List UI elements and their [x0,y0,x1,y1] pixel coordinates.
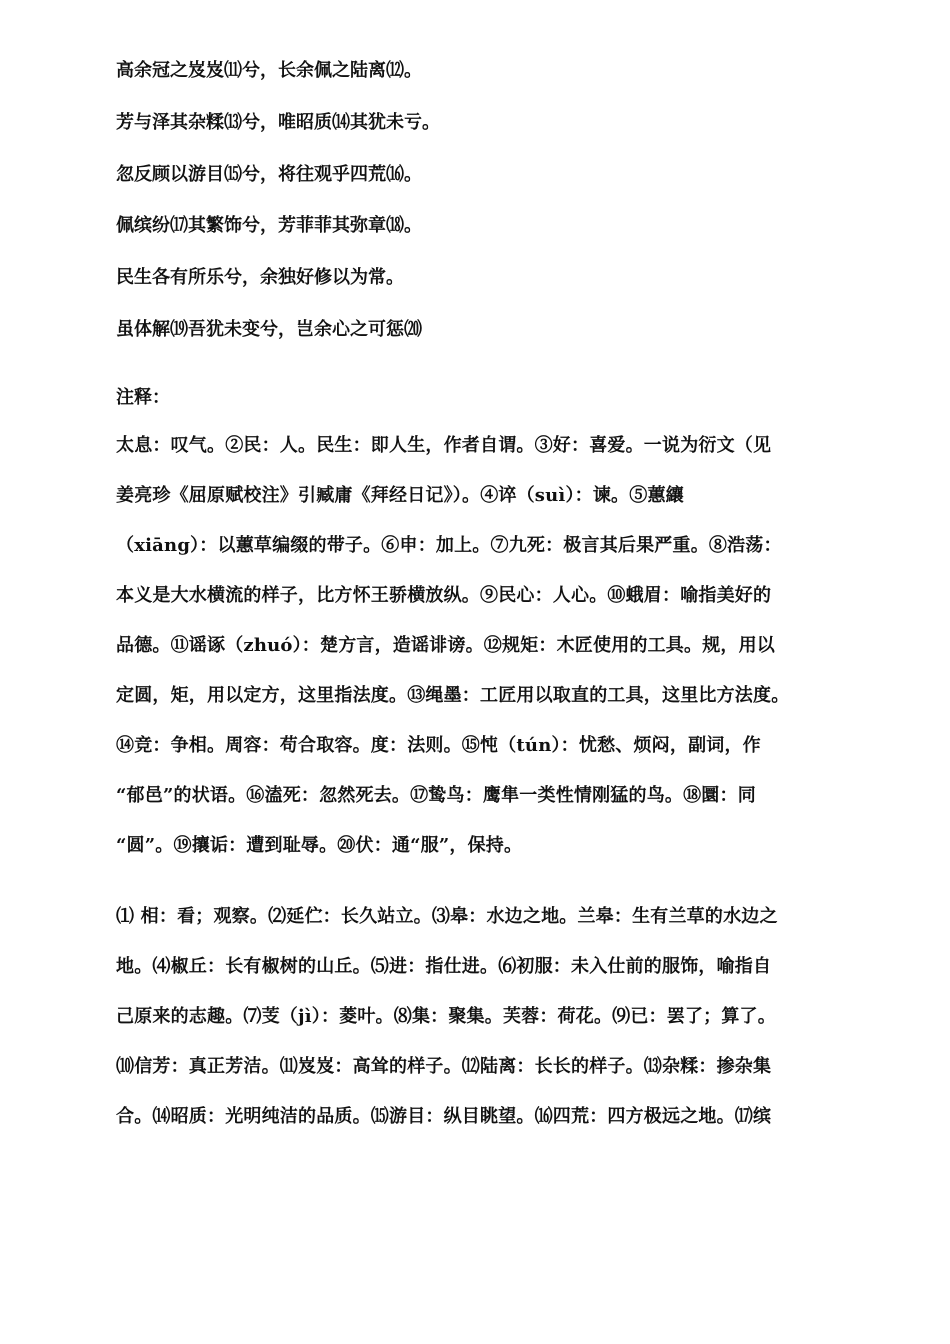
note-line: 本义是大水横流的样子，比方怀王骄横放纵。⑨民心：人心。⑩蛾眉：喻指美好的 [116,585,772,606]
notes-heading: 注释： [116,387,170,408]
poem-line: 高余冠之岌岌⑾兮，长余佩之陆离⑿。 [116,60,422,81]
notes-paragraph-parenthesized [116,904,820,1154]
poem-stanza [116,58,836,369]
note-line: 定圆，矩，用以定方，这里指法度。⑬绳墨：工匠用以取直的工具，这里比方法度。 [116,685,790,706]
note-line: 姜亮珍《屈原赋校注》引臧庸《拜经日记》）。④谇（suì）：谏。⑤蕙纕 [116,485,684,506]
note-line: ⑴ 相：看；观察。⑵延伫：长久站立。⑶皋：水边之地。兰皋：生有兰草的水边之 [116,906,778,927]
poem-line: 忽反顾以游目⒂兮，将往观乎四荒⒃。 [116,163,422,185]
note-line: 合。⒁昭质：光明纯洁的品质。⒂游目：纵目眺望。⒃四荒：四方极远之地。⒄缤 [116,1106,772,1127]
note-line: （xiāng）：以蕙草编缀的带子。⑥申：加上。⑦九死：极言其后果严重。⑧浩荡： [116,535,782,556]
poem-line: 佩缤纷⒄其繁饰兮，芳菲菲其弥章⒅。 [116,215,422,237]
note-line: 太息：叹气。②民：人。民生：即人生，作者自谓。③好：喜爱。一说为衍文（见 [116,435,772,456]
poem-line: 虽体解⒆吾犹未变兮，岂余心之可惩⒇ [116,318,422,340]
note-line: 品德。⑪谣诼（zhuó）：楚方言，造谣诽谤。⑫规矩：木匠使用的工具。规，用以 [116,635,775,656]
notes-paragraph-circled [116,433,820,883]
note-line: 地。⑷椒丘：长有椒树的山丘。⑸进：指仕进。⑹初服：未入仕前的服饰，喻指自 [116,956,772,977]
note-line: “郁邑”的状语。⑯溘死：忽然死去。⑰鸷鸟：鹰隼一类性情刚猛的鸟。⑱圜：同 [116,785,756,806]
note-line: 己原来的志趣。⑺芰（jì）：菱叶。⑻集：聚集。芙蓉：荷花。⑼已：罢了；算了。 [116,1006,776,1027]
note-line: “圆”。⑲攘诟：遭到耻辱。⑳伏：通“服”，保持。 [116,835,523,856]
poem-line: 民生各有所乐兮，余独好修以为常。 [116,267,404,289]
note-line: ⑽信芳：真正芳洁。⑾岌岌：高耸的样子。⑿陆离：长长的样子。⒀杂糅：掺杂集 [116,1056,772,1077]
note-line: ⑭竞：争相。周容：苟合取容。度：法则。⑮忳（tún）：忧愁、烦闷，副词，作 [116,735,761,756]
poem-line: 芳与泽其杂糅⒀兮，唯昭质⒁其犹未亏。 [116,111,440,133]
